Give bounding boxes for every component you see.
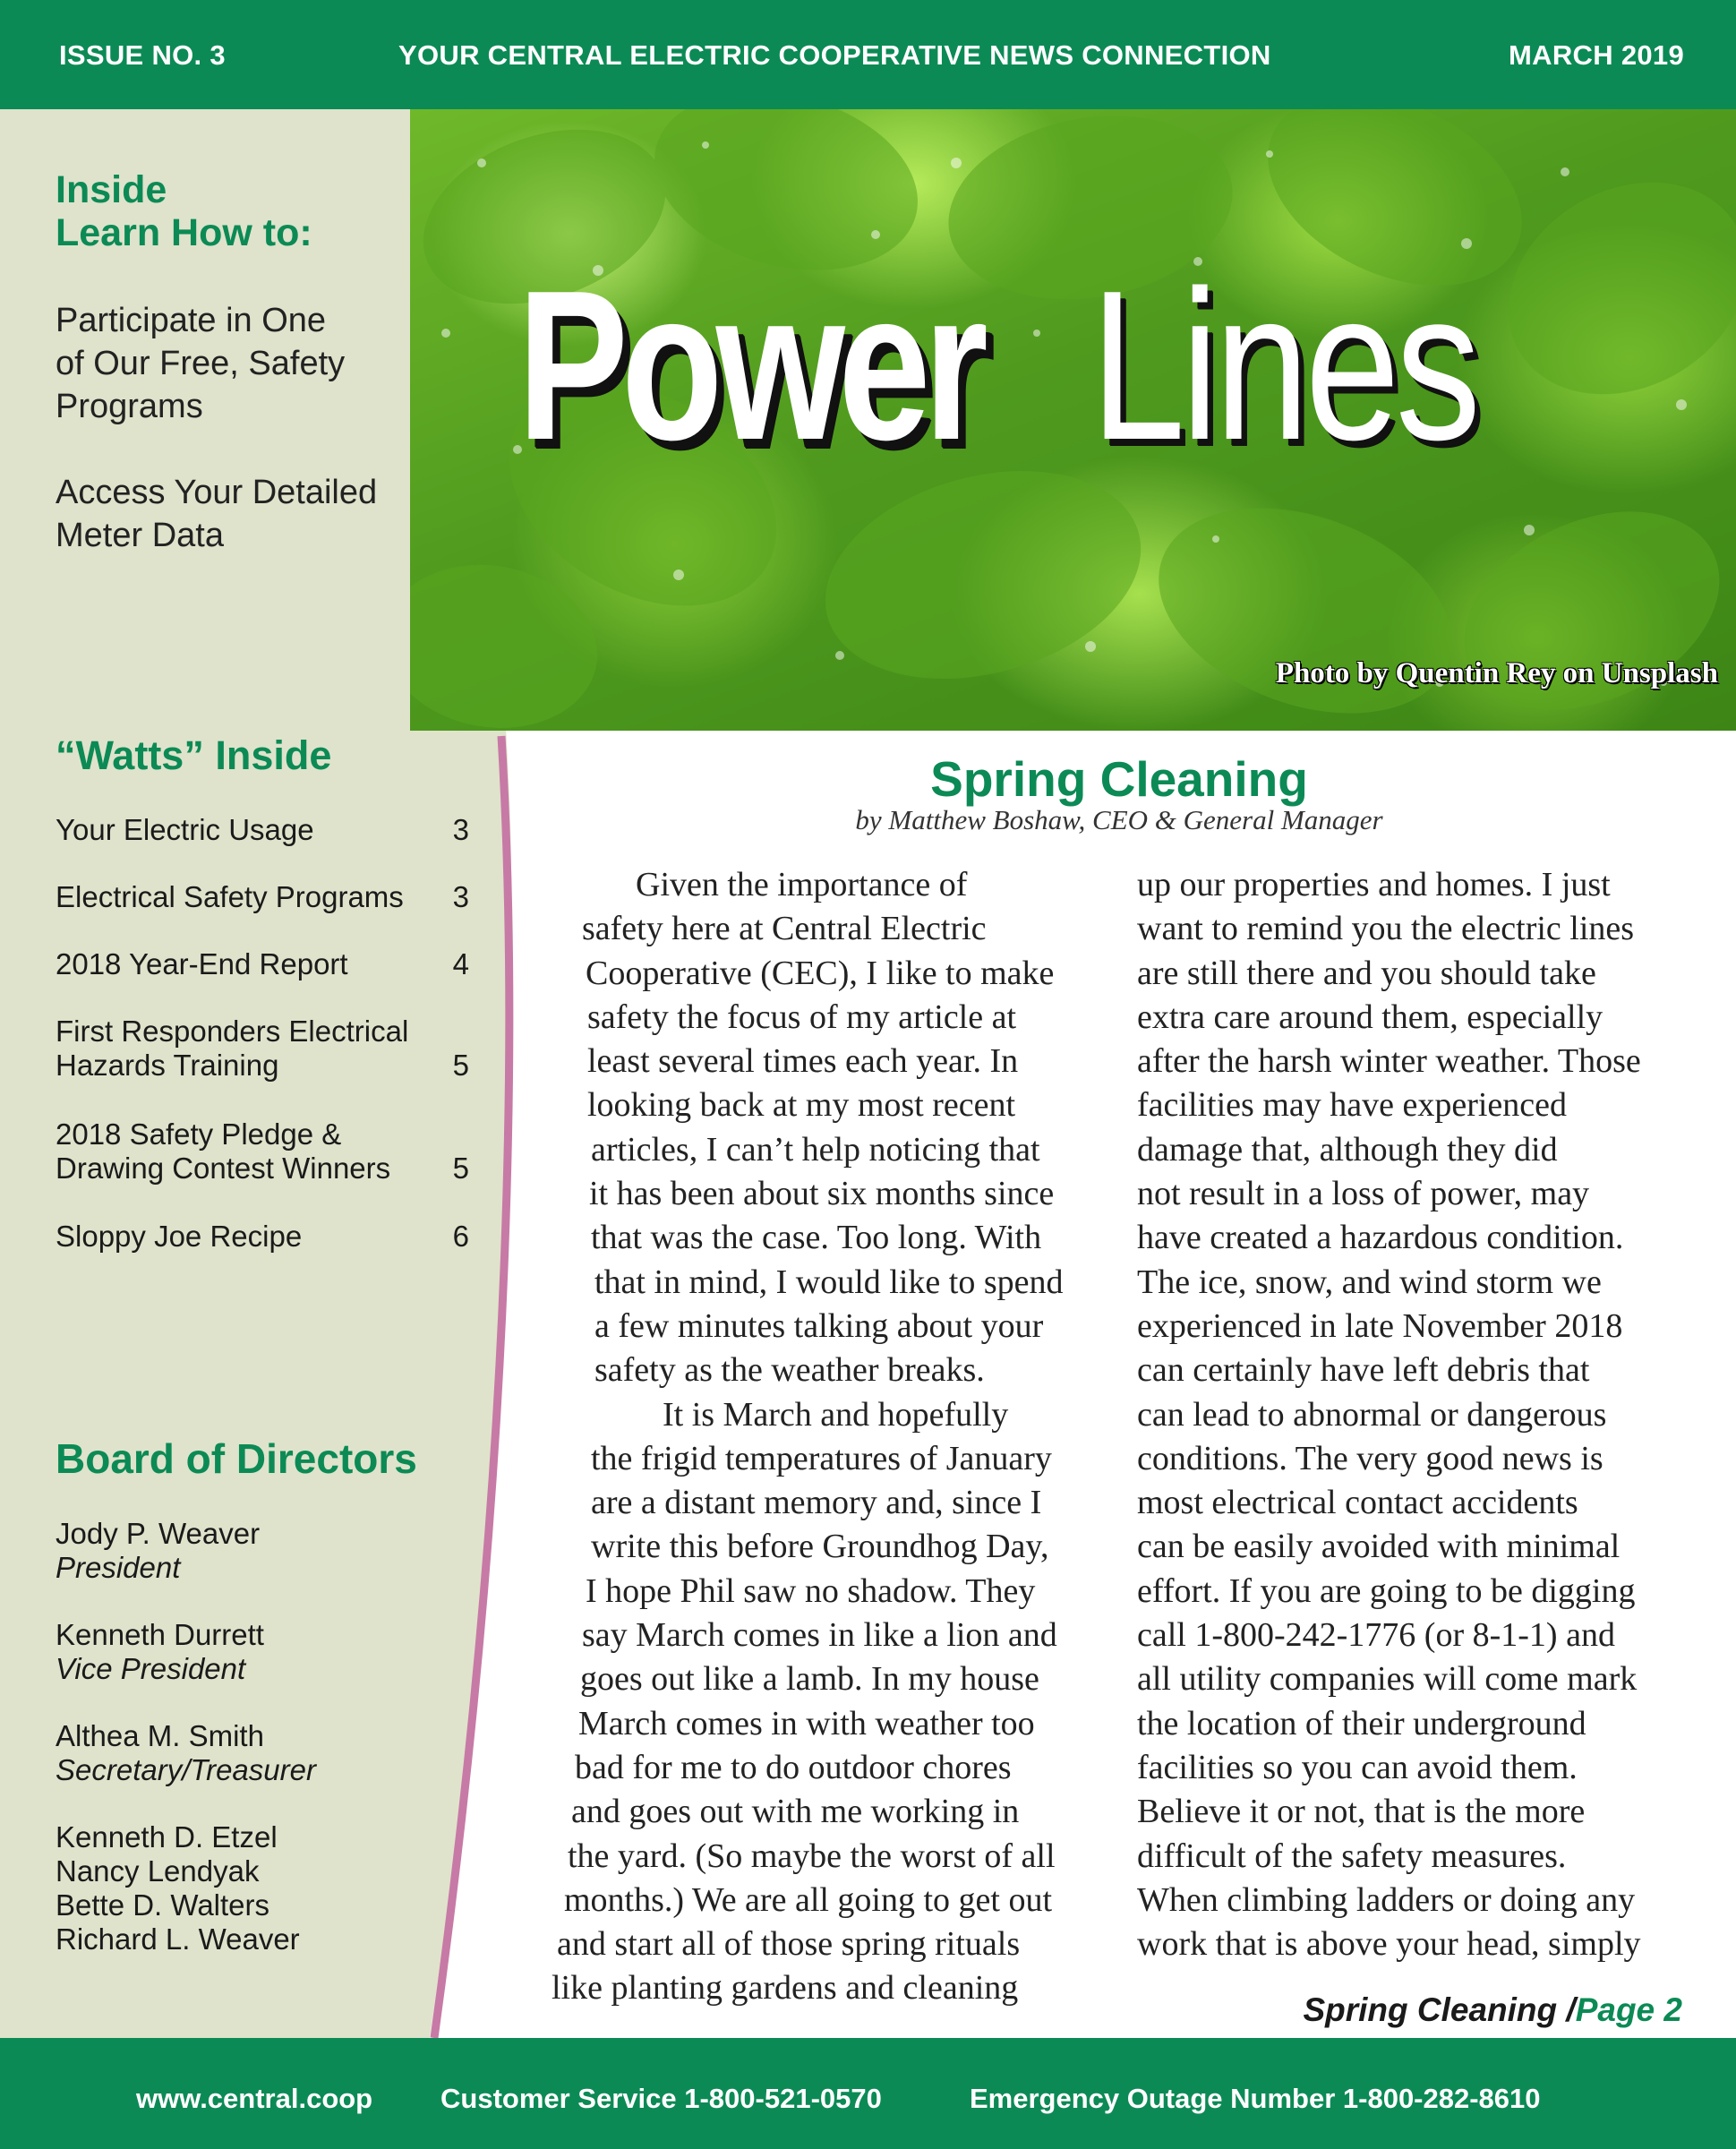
article-line: the frigid temperatures of January (591, 1439, 1052, 1477)
article-line: want to remind you the electric lines (1137, 910, 1635, 948)
toc-item (56, 880, 469, 916)
masthead-title (517, 244, 1477, 488)
director-role: Vice President (56, 1652, 246, 1685)
learn-item-line: Participate in One (56, 302, 327, 339)
emergency-phone: Emergency Outage Number 1-800-282-8610 (970, 2083, 1541, 2114)
article-title: Spring Cleaning (930, 751, 1308, 807)
learn-item-safety-programs (56, 299, 345, 428)
article-line: the yard. (So maybe the worst of all (568, 1836, 1056, 1875)
article-line: after the harsh winter weather. Those (1137, 1042, 1641, 1081)
article-line: looking back at my most recent (587, 1086, 1016, 1125)
article-line: It is March and hopefully (663, 1395, 1009, 1434)
learn-item-line: of Our Free, Safety (56, 345, 346, 382)
article-line: extra care around them, especially (1137, 997, 1603, 1036)
article-line: damage that, although they did (1137, 1130, 1558, 1169)
learn-item-line: Access Your Detailed (56, 474, 378, 511)
director-entry (56, 1719, 316, 1787)
article-line: that was the case. Too long. With (591, 1219, 1042, 1257)
inside-heading-line2: Learn How to: (56, 211, 312, 254)
article-line: say March comes in like a lion and (582, 1616, 1057, 1655)
article-line: work that is above your head, simply (1137, 1925, 1641, 1964)
article-line: facilities may have experienced (1137, 1086, 1568, 1125)
director-name: Kenneth Durrett (56, 1618, 264, 1651)
article-byline: by Matthew Boshaw, CEO & General Manager (855, 804, 1383, 835)
article-line: conditions. The very good news is (1137, 1439, 1603, 1477)
inside-heading-line1: Inside (56, 168, 167, 211)
toc-item (56, 1220, 469, 1255)
board-member-name: Nancy Lendyak (56, 1854, 260, 1888)
website-link[interactable]: www.central.coop (136, 2083, 373, 2114)
board-member-name: Richard L. Weaver (56, 1922, 300, 1956)
article-column-2 (1137, 863, 1710, 1966)
customer-service-phone: Customer Service 1-800-521-0570 (440, 2083, 882, 2114)
learn-item-line: Programs (56, 388, 203, 425)
article-line: effort. If you are going to be digging (1137, 1571, 1636, 1610)
toc-item (56, 813, 469, 849)
learn-item-line: Meter Data (56, 517, 224, 554)
toc-title: First Responders Electrical (56, 1015, 409, 1048)
toc-title: Drawing Contest Winners (56, 1152, 391, 1185)
article-line: safety as the weather breaks. (594, 1351, 985, 1390)
article-line: call 1-800-242-1776 (or 8-1-1) and (1137, 1616, 1615, 1655)
article-line: months.) We are all going to get out (564, 1880, 1053, 1919)
article-line: have created a hazardous condition. (1137, 1219, 1624, 1257)
board-heading: Board of Directors (56, 1435, 417, 1482)
article-line: are a distant memory and, since I (591, 1484, 1042, 1522)
board-members (56, 1820, 300, 1956)
board-member-name: Bette D. Walters (56, 1888, 270, 1922)
article-line: Believe it or not, that is the more (1137, 1793, 1586, 1831)
article-line: The ice, snow, and wind storm we (1137, 1263, 1602, 1301)
toc-page: 5 (452, 1049, 469, 1082)
board-member-name: Kenneth D. Etzel (56, 1820, 278, 1854)
director-role: President (56, 1551, 181, 1584)
director-name: Jody P. Weaver (56, 1517, 261, 1550)
article-line: can lead to abnormal or dangerous (1137, 1395, 1607, 1434)
issue-number: ISSUE NO. 3 (59, 39, 226, 71)
article-line: and goes out with me working in (571, 1793, 1020, 1831)
director-entry (56, 1517, 260, 1585)
article-line: safety the focus of my article at (587, 997, 1017, 1036)
article-line: goes out like a lamb. In my house (580, 1660, 1039, 1699)
article-line: all utility companies will come mark (1137, 1660, 1638, 1699)
article-line: a few minutes talking about your (594, 1306, 1044, 1345)
issue-date: MARCH 2019 (1509, 39, 1684, 71)
article-line: bad for me to do outdoor chores (575, 1748, 1012, 1786)
article-line: can certainly have left debris that (1137, 1351, 1590, 1390)
photo-credit: Photo by Quentin Rey on Unsplash (1275, 657, 1718, 689)
article-line: When climbing ladders or doing any (1137, 1880, 1636, 1919)
article-line: least several times each year. In (587, 1042, 1019, 1081)
article-line: March comes in with weather too (578, 1704, 1035, 1742)
article-line: Cooperative (CEC), I like to make (586, 954, 1055, 992)
article-line: the location of their underground (1137, 1704, 1586, 1742)
masthead-word-power: Power (517, 247, 982, 484)
toc-page: 4 (452, 947, 469, 980)
toc-page: 3 (452, 880, 469, 913)
continued-link[interactable] (1303, 1991, 1682, 2029)
article-line: difficult of the safety measures. (1137, 1836, 1567, 1875)
newsletter-tagline: YOUR CENTRAL ELECTRIC COOPERATIVE NEWS CONNECTION (398, 39, 1271, 71)
toc-item (56, 1015, 469, 1086)
masthead-word-lines: Lines (1090, 247, 1477, 484)
toc-title: 2018 Safety Pledge & (56, 1117, 342, 1151)
learn-item-meter-data (56, 471, 377, 557)
article-line: that in mind, I would like to spend (594, 1263, 1064, 1301)
toc-title: Your Electric Usage (56, 813, 314, 846)
toc-page: 3 (452, 813, 469, 846)
toc-item (56, 947, 469, 983)
article-line: Given the importance of (636, 866, 968, 903)
director-name: Althea M. Smith (56, 1719, 264, 1752)
article-line: safety here at Central Electric (582, 910, 987, 948)
article-line: experienced in late November 2018 (1137, 1306, 1623, 1345)
article-line: and start all of those spring rituals (557, 1925, 1021, 1964)
article-line: not result in a loss of power, may (1137, 1175, 1590, 1213)
top-banner (0, 0, 1736, 109)
inside-heading (56, 168, 312, 254)
footer-banner (0, 2038, 1736, 2149)
article-line: can be easily avoided with minimal (1137, 1528, 1621, 1566)
toc-page: 5 (452, 1152, 469, 1185)
toc-title: 2018 Year-End Report (56, 947, 348, 980)
continued-page: Page 2 (1575, 1991, 1682, 2028)
article-column-1 (537, 863, 1110, 2011)
article-line: up our properties and homes. I just (1137, 866, 1611, 903)
toc-item (56, 1117, 469, 1189)
watts-inside-heading: “Watts” Inside (56, 732, 332, 778)
article-line: I hope Phil saw no shadow. They (586, 1571, 1036, 1610)
article-line: like planting gardens and cleaning (552, 1969, 1019, 2008)
article-line: write this before Groundhog Day, (591, 1528, 1049, 1566)
article-line: facilities so you can avoid them. (1137, 1748, 1578, 1786)
article-line: articles, I can’t help noticing that (591, 1130, 1040, 1169)
article-line: are still there and you should take (1137, 954, 1596, 992)
director-role: Secretary/Treasurer (56, 1753, 316, 1786)
toc-title: Sloppy Joe Recipe (56, 1220, 303, 1253)
article-line: most electrical contact accidents (1137, 1484, 1578, 1522)
masthead-photo (410, 109, 1736, 731)
article-line: it has been about six months since (589, 1175, 1055, 1213)
toc-page: 6 (452, 1220, 469, 1253)
continued-label: Spring Cleaning / (1303, 1991, 1576, 2028)
toc-title: Electrical Safety Programs (56, 880, 404, 913)
director-entry (56, 1618, 264, 1686)
toc-title: Hazards Training (56, 1049, 279, 1082)
